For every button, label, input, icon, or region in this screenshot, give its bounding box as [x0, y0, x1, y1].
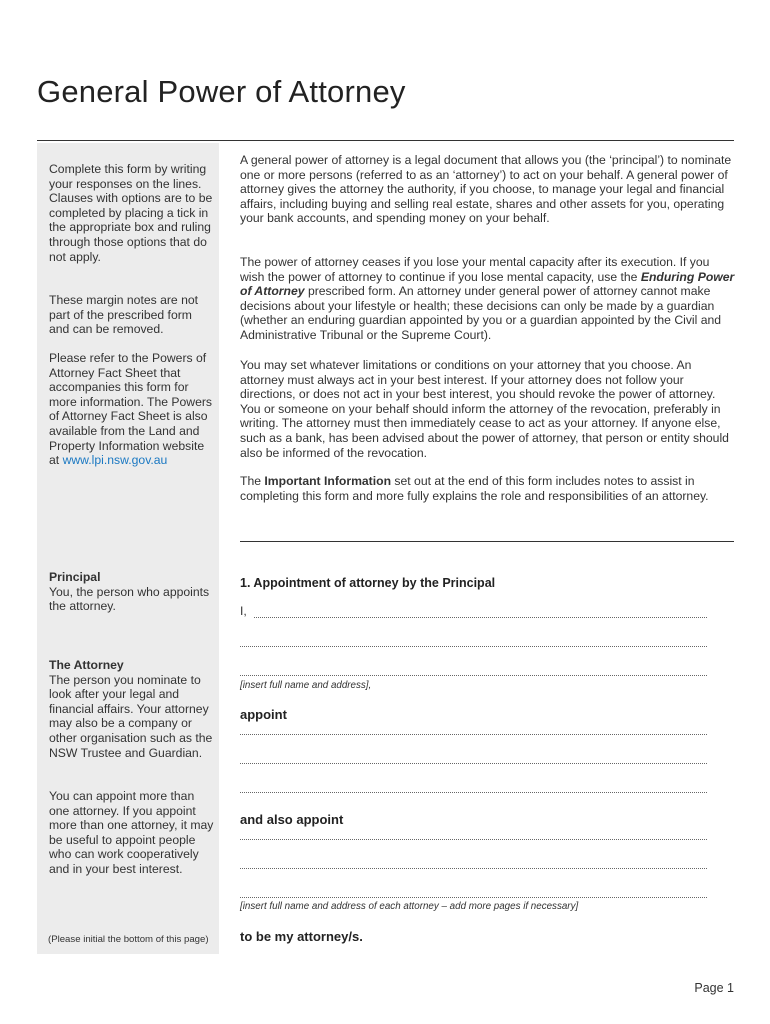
appoint-label: appoint: [240, 707, 287, 722]
top-divider: [37, 140, 734, 141]
intro-paragraph: [240, 153, 735, 226]
principal-name-line-3[interactable]: [240, 675, 707, 676]
margin-note-removable: [49, 293, 214, 337]
important-info-emphasis: Important Information: [264, 474, 392, 488]
attorney-hint: [insert full name and address of each attorney – add more pages if necessary]: [240, 901, 579, 912]
principal-hint: [insert full name and address],: [240, 680, 372, 691]
margin-note-attorney: [49, 658, 214, 760]
attorney-2-line-1[interactable]: [240, 839, 707, 840]
margin-note-multiple-attorneys: [49, 789, 214, 877]
intro-text: A general power of attorney is a legal document that allows you (the ‘principal’) to nominate one or more persons (referred to as an ‘attorney’) to act on your behalf. A general power of attorney gives the attorney the authority, if you choose, to manage your legal and financial affairs, including buying and selling real estate, shares and other assets for you, operating your bank accounts, and spending money on your behalf.: [240, 153, 732, 226]
margin-note-1: Complete this form by writing your responses on the lines. Clauses with options are to be completed by placing a tick in the appropriate box and ruling through those options that do not apply.: [49, 162, 213, 264]
attorney-heading: The Attorney: [49, 658, 124, 672]
attorney-1-line-2[interactable]: [240, 763, 707, 764]
important-info-text-b: set out at the end of this form includes notes to assist in completing this form and more fully explains the role and responsibilities of an attorney.: [240, 474, 709, 503]
limitations-text: You may set whatever limitations or conditions on your attorney that you choose. An attorney must always act in your best interest. If your attorney does not follow your directions, or does not act in your best interest, you should revoke the power of attorney. You or someone on your behalf should inform the attorney of the revocation, preferably in writing. The attorney must then immediately cease to act as your attorney. If anyone else, such as a bank, has been advised about the power of attorney, that person or entity should also be informed of the revocation.: [240, 358, 729, 460]
attorney-2-line-3[interactable]: [240, 897, 707, 898]
enduring-poa-emphasis: Enduring Power of Attorney: [240, 269, 735, 299]
page-title: General Power of Attorney: [37, 74, 406, 109]
multiple-attorneys-description: You can appoint more than one attorney. If you appoint more than one attorney, it may be useful to appoint people who can work cooperatively and in your best interest.: [49, 789, 214, 876]
important-info-paragraph: [240, 474, 735, 503]
margin-note-principal: [49, 570, 214, 614]
attorney-1-line-1[interactable]: [240, 734, 707, 735]
margin-note-3: Please refer to the Powers of Attorney Fact Sheet that accompanies this form for more information. The Powers of Attorney Fact Sheet is also available from the Land and Property Information website at: [49, 351, 213, 468]
principal-name-line-1[interactable]: [240, 617, 707, 618]
i-label: I,: [240, 604, 253, 618]
margin-note-fact-sheet: [49, 351, 214, 468]
initial-page-note: (Please initial the bottom of this page): [48, 934, 209, 945]
principal-description: You, the person who appoints the attorney.: [49, 584, 210, 614]
principal-name-line-2[interactable]: [240, 646, 707, 647]
lpi-website-link[interactable]: www.lpi.nsw.gov.au: [62, 453, 168, 468]
margin-note-2: These margin notes are not part of the prescribed form and can be removed.: [49, 293, 199, 337]
section-title: 1. Appointment of attorney by the Principal: [240, 576, 496, 590]
closing-statement: to be my attorney/s.: [240, 929, 363, 944]
capacity-text-b: prescribed form. An attorney under general power of attorney cannot make decisions about your lifestyle or health; these decisions can only be made by a guardian (whether an enduring guardian appointed by you or a guardian appointed by the Civil and Administrative Tribunal or the Supreme Court).: [240, 284, 722, 342]
capacity-text-a: The power of attorney ceases if you lose your mental capacity after its execution. If you wish the power of attorney to continue if you lose mental capacity, use the: [240, 255, 710, 284]
capacity-paragraph: [240, 255, 735, 343]
page-number: Page 1: [694, 981, 734, 995]
attorney-2-line-2[interactable]: [240, 868, 707, 869]
principal-heading: Principal: [49, 570, 101, 584]
attorney-1-line-3[interactable]: [240, 792, 707, 793]
limitations-paragraph: [240, 358, 735, 460]
margin-note-instructions: [49, 162, 214, 264]
important-info-text-a: The: [240, 474, 262, 488]
also-appoint-label: and also appoint: [240, 812, 344, 827]
attorney-description: The person you nominate to look after your legal and financial affairs. Your attorney may also be a company or other organisation such as the NSW Trustee and Guardian.: [49, 672, 213, 760]
section-divider: [240, 541, 734, 542]
